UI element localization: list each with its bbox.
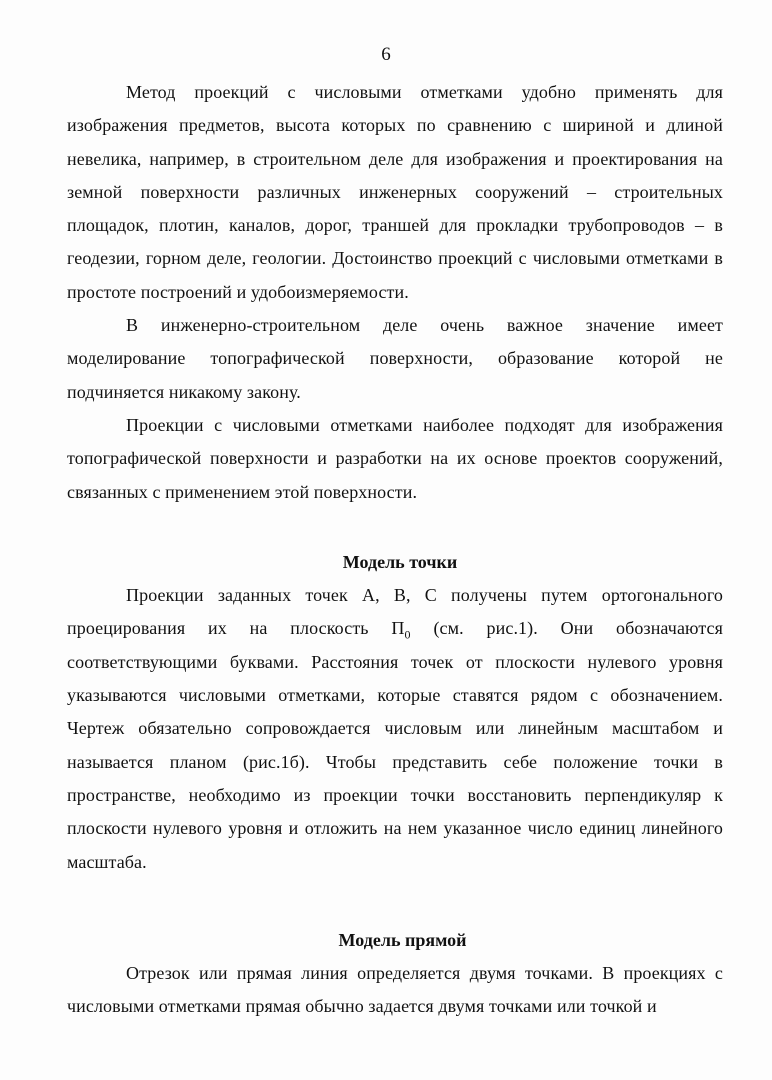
paragraph-method: Метод проекций с числовыми отметками удобно применять для изображения предметов, высота которых по сравнению с шириной и длиной невелика, например, в строительном деле для изображения и проектирования на земной поверхности различных инженерных сооружений – строительных площадок, плотин, каналов, дорог, траншей для прокладки трубопроводов – в геодезии, горном деле, геологии. Достоинство проекций с числовыми отметками в простоте построений и удобоизмеряемости. [67, 82, 723, 302]
paragraph-topographic-modeling: В инженерно-строительном деле очень важное значение имеет моделирование топографической поверхности, образование которой не подчиняется никакому закону. [67, 315, 723, 402]
section-heading-line-model: Модель прямой [338, 929, 467, 950]
page-body [67, 76, 723, 1024]
point-text-end: (см. рис.1). Они обозначаются соответствующими буквами. Расстояния точек от плоскости нулевого уровня указываются числовыми отметками, которые ставятся рядом с обозначением. Чертеж обязательно сопровождается числовым или линейным масштабом и называется планом (рис.1б). Чтобы представить себе положение точки в пространстве, необходимо из проекции точки восстановить перпендикуляр к плоскости нулевого уровня и отложить на нем указанное число единиц линейного масштаба. [67, 618, 724, 872]
plane-subscript: 0 [404, 628, 411, 643]
paragraph-projections-use: Проекции с числовыми отметками наиболее подходят для изображения топографической поверхности и разработки на их основе проектов сооружений, связанных с применением этой поверхности. [67, 414, 723, 502]
point-text-start: Проекции заданных точек А, В, С получены путем ортогонального проецирования их на плоскость П [67, 585, 723, 639]
page-number: 6 [381, 44, 391, 65]
paragraph-point-model [67, 579, 723, 879]
paragraph-line-model: Отрезок или прямая линия определяется двумя точками. В проекциях с числовыми отметками прямая обычно задается двумя точками или точкой и [67, 963, 723, 1017]
section-heading-point-model: Модель точки [342, 551, 458, 572]
